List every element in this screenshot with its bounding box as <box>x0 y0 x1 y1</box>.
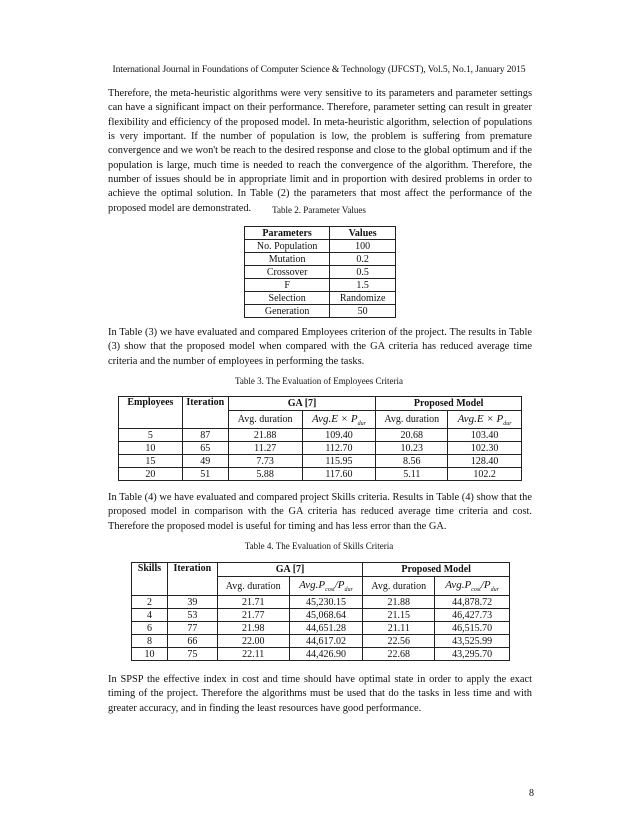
table-row <box>119 442 522 455</box>
table3-header-ga: GA [7] <box>228 397 376 411</box>
table4-subheader-duration: Avg. duration <box>363 577 435 596</box>
table3-subheader-formula <box>448 411 522 429</box>
table3-subheader-formula <box>302 411 376 429</box>
formula-text: Avg.P <box>445 579 472 591</box>
table3-cell: 115.95 <box>302 455 376 468</box>
table4-subheader-duration: Avg. duration <box>217 577 289 596</box>
table4-cell: 2 <box>132 596 168 609</box>
formula-text: Avg.P <box>299 579 326 591</box>
page-number: 8 <box>529 788 534 799</box>
table4-cell: 46,515.70 <box>435 622 510 635</box>
table3-cell: 11.27 <box>228 442 302 455</box>
paragraph-skills: In Table (4) we have evaluated and compared project Skills criteria. Results in Table (4) show that the proposed model in comparison with the GA criteria has reduced average time criteria and cost. Therefore the proposed model is useful for timing and has less error than the GA. <box>108 492 532 532</box>
table4-cell: 21.15 <box>363 609 435 622</box>
table2-cell: Randomize <box>330 292 396 305</box>
table3-cell: 128.40 <box>448 455 522 468</box>
table4-cell: 22.68 <box>363 648 435 661</box>
table-row <box>119 429 522 442</box>
table-row <box>245 279 396 292</box>
table-row <box>245 266 396 279</box>
paragraph-parameters: Therefore, the meta-heuristic algorithms were very sensitive to its parameters and parameter settings can have a significant impact on their performance. Therefore, parameter setting can result in greater flexibility and efficiency of the proposed model. In meta-heuristic algorithm, selection of populations is very important. If the number of population is low, the problem is suffering from premature convergence and we won't be reach to the desired response and close to the global optimum and if the population is large, much time is needed to reach the convergence of the algorithm. Therefore, the number of issues should be in appropriate limit and in proportion with desired problems in order to achieve the optimal solution. In Table (2) the parameters that most affect the performance of the proposed model are demonstrated. <box>108 88 532 214</box>
table4-caption: Table 4. The Evaluation of Skills Criteria <box>244 541 394 551</box>
table3-cell: 103.40 <box>448 429 522 442</box>
table2-cell: Generation <box>245 305 330 318</box>
table2-cell: 1.5 <box>330 279 396 292</box>
table4-cell: 43,525.99 <box>435 635 510 648</box>
table3-cell: 8.56 <box>376 455 448 468</box>
formula-text: /P <box>334 579 345 591</box>
table-row <box>245 240 396 253</box>
table4-cell: 10 <box>132 648 168 661</box>
table2-cell: 0.5 <box>330 266 396 279</box>
table4-cell: 44,426.90 <box>289 648 363 661</box>
table3-cell: 20.68 <box>376 429 448 442</box>
table4-cell: 39 <box>167 596 217 609</box>
table3-employees-criteria <box>118 396 522 481</box>
table4-cell: 44,878.72 <box>435 596 510 609</box>
table-row <box>245 292 396 305</box>
table3-caption: Table 3. The Evaluation of Employees Criteria <box>235 376 403 386</box>
table2-cell: 0.2 <box>330 253 396 266</box>
table3-cell: 5.11 <box>376 468 448 481</box>
table3-cell: 109.40 <box>302 429 376 442</box>
table3-cell: 20 <box>119 468 183 481</box>
formula-text: Avg.E × P <box>311 412 358 425</box>
table3-cell: 51 <box>182 468 228 481</box>
formula-subscript: dur <box>357 420 366 427</box>
table4-cell: 45,230.15 <box>289 596 363 609</box>
table4-cell: 66 <box>167 635 217 648</box>
table2-cell: 50 <box>330 305 396 318</box>
table3-cell: 10.23 <box>376 442 448 455</box>
table-row <box>132 635 510 648</box>
table4-cell: 8 <box>132 635 168 648</box>
table2-parameter-values <box>244 226 396 318</box>
formula-text: /P <box>480 579 491 591</box>
table3-header-iteration: Iteration <box>182 397 228 429</box>
table4-cell: 22.00 <box>217 635 289 648</box>
table2-header-values: Values <box>330 227 396 240</box>
journal-header: International Journal in Foundations of Computer Science & Technology (IJFCST), Vol.5, No.1, January 2015 <box>112 64 526 75</box>
table4-cell: 44,651.28 <box>289 622 363 635</box>
table3-cell: 7.73 <box>228 455 302 468</box>
table4-skills-criteria <box>131 562 510 661</box>
table3-cell: 112.70 <box>302 442 376 455</box>
table4-cell: 21.88 <box>363 596 435 609</box>
table3-cell: 87 <box>182 429 228 442</box>
table3-cell: 49 <box>182 455 228 468</box>
paragraph-spsp: In SPSP the effective index in cost and time should have optimal state in order to apply the exact timing of the project. Therefore the algorithms must be used that do the tasks in less time and with greater accuracy, and in finding the least resources have good performance. <box>108 674 532 714</box>
table4-header-proposed: Proposed Model <box>363 563 510 577</box>
table4-cell: 4 <box>132 609 168 622</box>
table3-cell: 5.88 <box>228 468 302 481</box>
table-row <box>132 648 510 661</box>
table4-header-skills: Skills <box>132 563 168 596</box>
table2-cell: No. Population <box>245 240 330 253</box>
table3-cell: 21.88 <box>228 429 302 442</box>
table3-cell: 102.30 <box>448 442 522 455</box>
table3-header-proposed: Proposed Model <box>376 397 522 411</box>
table-row <box>132 609 510 622</box>
table-row <box>132 596 510 609</box>
formula-subscript: dur <box>344 587 353 593</box>
formula-subscript: dur <box>490 587 499 593</box>
table4-cell: 45,068.64 <box>289 609 363 622</box>
table-row <box>245 305 396 318</box>
table3-cell: 15 <box>119 455 183 468</box>
table3-cell: 65 <box>182 442 228 455</box>
table4-cell: 46,427.73 <box>435 609 510 622</box>
table4-cell: 44,617.02 <box>289 635 363 648</box>
formula-subscript: dur <box>503 420 512 427</box>
table3-cell: 10 <box>119 442 183 455</box>
table2-caption: Table 2. Parameter Values <box>272 205 366 215</box>
table4-cell: 75 <box>167 648 217 661</box>
table3-subheader-duration: Avg. duration <box>376 411 448 429</box>
table4-cell: 53 <box>167 609 217 622</box>
table2-cell: F <box>245 279 330 292</box>
table-row <box>245 253 396 266</box>
table4-cell: 22.56 <box>363 635 435 648</box>
table4-cell: 22.11 <box>217 648 289 661</box>
table3-header-employees: Employees <box>119 397 183 429</box>
table2-cell: 100 <box>330 240 396 253</box>
table4-subheader-formula <box>289 577 363 596</box>
table4-header-iteration: Iteration <box>167 563 217 596</box>
table4-cell: 6 <box>132 622 168 635</box>
formula-text: Avg.E × P <box>457 412 504 425</box>
table3-cell: 117.60 <box>302 468 376 481</box>
table-row <box>119 455 522 468</box>
formula-subscript: cost <box>325 587 335 593</box>
table2-cell: Mutation <box>245 253 330 266</box>
formula-subscript: cost <box>471 587 481 593</box>
table4-cell: 21.71 <box>217 596 289 609</box>
table2-cell: Selection <box>245 292 330 305</box>
table-row <box>119 468 522 481</box>
table4-cell: 43,295.70 <box>435 648 510 661</box>
table4-cell: 21.98 <box>217 622 289 635</box>
table4-header-ga: GA [7] <box>217 563 363 577</box>
table4-cell: 77 <box>167 622 217 635</box>
table3-subheader-duration: Avg. duration <box>228 411 302 429</box>
paragraph-employees: In Table (3) we have evaluated and compared Employees criterion of the project. The results in Table (3) show that the proposed model when compared with the GA criteria has reduced average time criteria and the number of employees in performing the tasks. <box>108 327 532 367</box>
table4-cell: 21.11 <box>363 622 435 635</box>
table4-subheader-formula <box>435 577 510 596</box>
table-row <box>132 622 510 635</box>
table4-cell: 21.77 <box>217 609 289 622</box>
table2-cell: Crossover <box>245 266 330 279</box>
table3-cell: 102.2 <box>448 468 522 481</box>
table3-cell: 5 <box>119 429 183 442</box>
table2-header-parameters: Parameters <box>245 227 330 240</box>
